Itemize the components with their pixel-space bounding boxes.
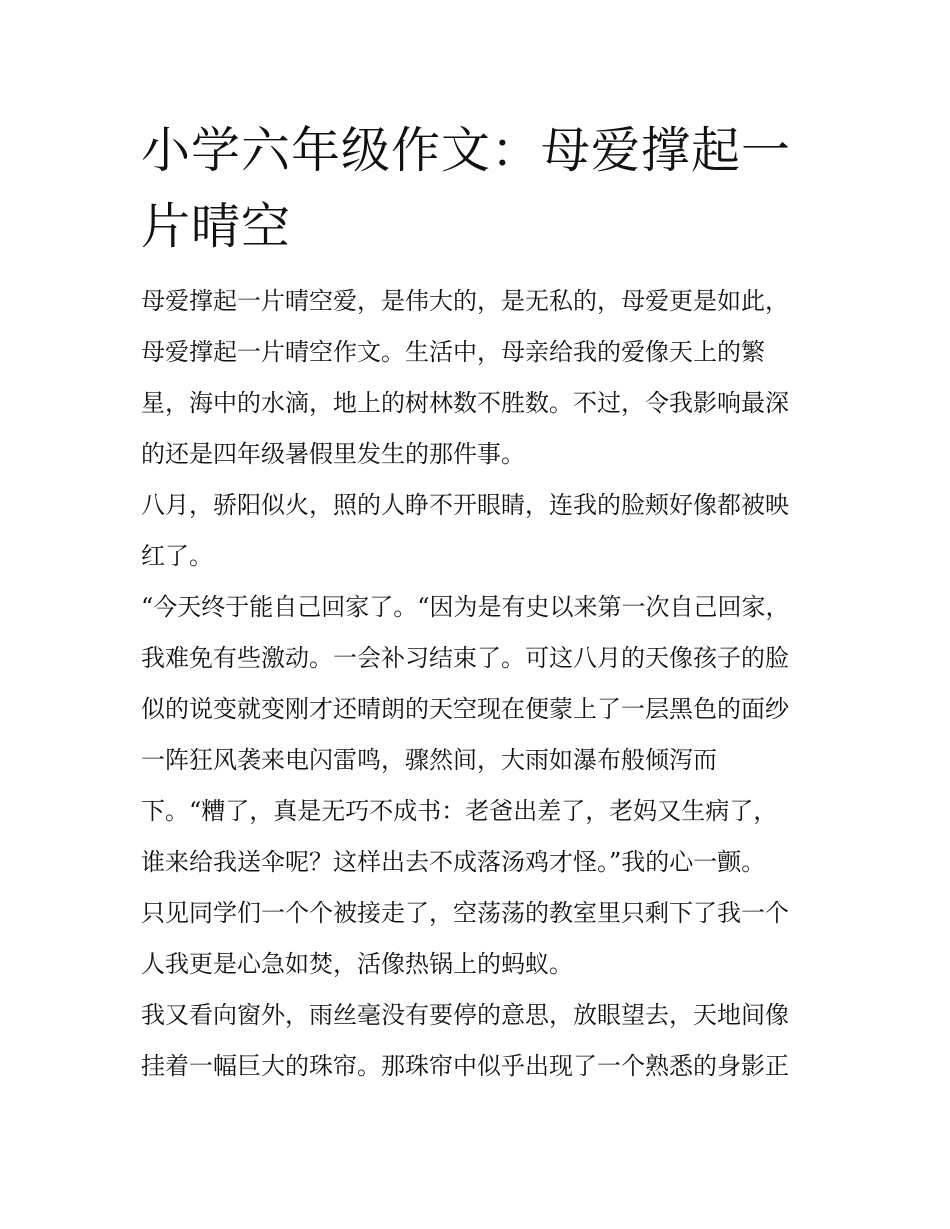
text-line: 红了。 <box>141 542 213 570</box>
text-line: 一阵狂风袭来电闪雷鸣，骤然间，大雨如瀑布般倾泻而 <box>141 746 717 774</box>
text-line: 的还是四年级暑假里发生的那件事。 <box>141 440 525 468</box>
text-line: 我又看向窗外，雨丝毫没有要停的意思，放眼望去，天地间像 <box>141 1001 789 1029</box>
text-line: 我难免有些激动。一会补习结束了。可这八月的天像孩子的脸 <box>141 644 789 672</box>
text-line: 下。“糟了，真是无巧不成书：老爸出差了，老妈又生病了， <box>141 797 778 825</box>
text-line: 挂着一幅巨大的珠帘。那珠帘中似乎出现了一个熟悉的身影正 <box>141 1052 789 1080</box>
essay-body <box>141 276 821 1092</box>
text-line: 只见同学们一个个被接走了，空荡荡的教室里只剩下了我一个 <box>141 899 789 927</box>
text-line: 谁来给我送伞呢？这样出去不成落汤鸡才怪。”我的心一颤。 <box>141 848 766 876</box>
text-line: 八月，骄阳似火，照的人睁不开眼睛，连我的脸颊好像都被映 <box>141 491 789 519</box>
title-line: 小学六年级作文：母爱撑起一 <box>141 122 792 179</box>
text-line: “今天终于能自己回家了。“因为是有史以来第一次自己回家， <box>141 593 790 621</box>
text-line: 人我更是心急如焚，活像热锅上的蚂蚁。 <box>141 950 573 978</box>
text-line: 母爱撑起一片晴空爱，是伟大的，是无私的，母爱更是如此， <box>141 287 789 315</box>
text-line: 母爱撑起一片晴空作文。生活中，母亲给我的爱像天上的繁 <box>141 338 765 366</box>
title-line: 片晴空 <box>141 198 292 255</box>
document-title <box>141 113 821 265</box>
text-line: 似的说变就变刚才还晴朗的天空现在便蒙上了一层黑色的面纱 <box>141 695 789 723</box>
text-line: 星，海中的水滴，地上的树林数不胜数。不过，令我影响最深 <box>141 389 789 417</box>
